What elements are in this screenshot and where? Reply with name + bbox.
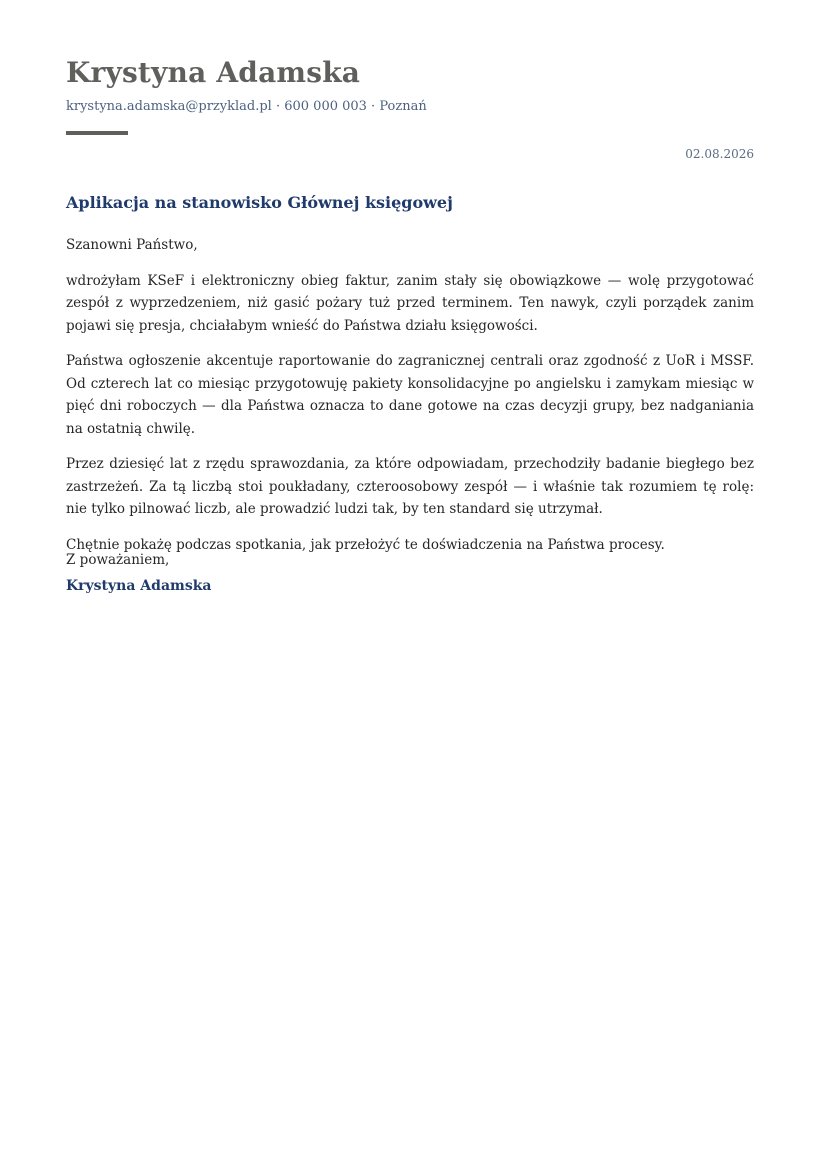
closing-phrase: Z poważaniem, — [66, 552, 170, 568]
header-divider — [66, 131, 128, 135]
contact-line: krystyna.adamska@przyklad.pl · 600 000 003 · Poznań — [66, 99, 427, 114]
body-paragraph: Chętnie pokażę podczas spotkania, jak przełożyć te doświadczenia na Państwa procesy. — [66, 536, 665, 553]
greeting: Szanowni Państwo, — [66, 237, 198, 253]
body-paragraph: wdrożyłam KSeF i elektroniczny obieg faktur, zanim stały się obowiązkowe — wolę przygotować zespół z wyprzedzeniem, niż gasić pożary tuż przed terminem. Ten nawyk, czyli porządek zanim pojawi się presja, chciałabym wnieść do Państwa działu księgowości. — [66, 272, 754, 334]
letter-date: 02.08.2026 — [685, 147, 754, 161]
body-paragraph: Państwa ogłoszenie akcentuje raportowanie do zagranicznej centrali oraz zgodność z UoR i MSSF. Od czterech lat co miesiąc przygotowuję pakiety konsolidacyjne po angielsku i zamykam miesiąc w pięć dni roboczych — dla Państwa oznacza to dane gotowe na czas decyzji grupy, bez nadganiania na ostatnią chwilę. — [66, 353, 754, 437]
applicant-name: Krystyna Adamska — [66, 56, 361, 89]
letter-subject: Aplikacja na stanowisko Głównej księgowej — [66, 193, 453, 212]
body-paragraph: Przez dziesięć lat z rzędu sprawozdania, za które odpowiadam, przechodziły badanie biegłego bez zastrzeżeń. Za tą liczbą stoi poukładany, czteroosobowy zespół — i właśnie tak rozumiem tę rolę: nie tylko pilnować liczb, ale prowadzić ludzi tak, by ten standard się utrzymał. — [66, 456, 754, 517]
letter-body — [66, 234, 754, 569]
signature-name: Krystyna Adamska — [66, 578, 212, 594]
